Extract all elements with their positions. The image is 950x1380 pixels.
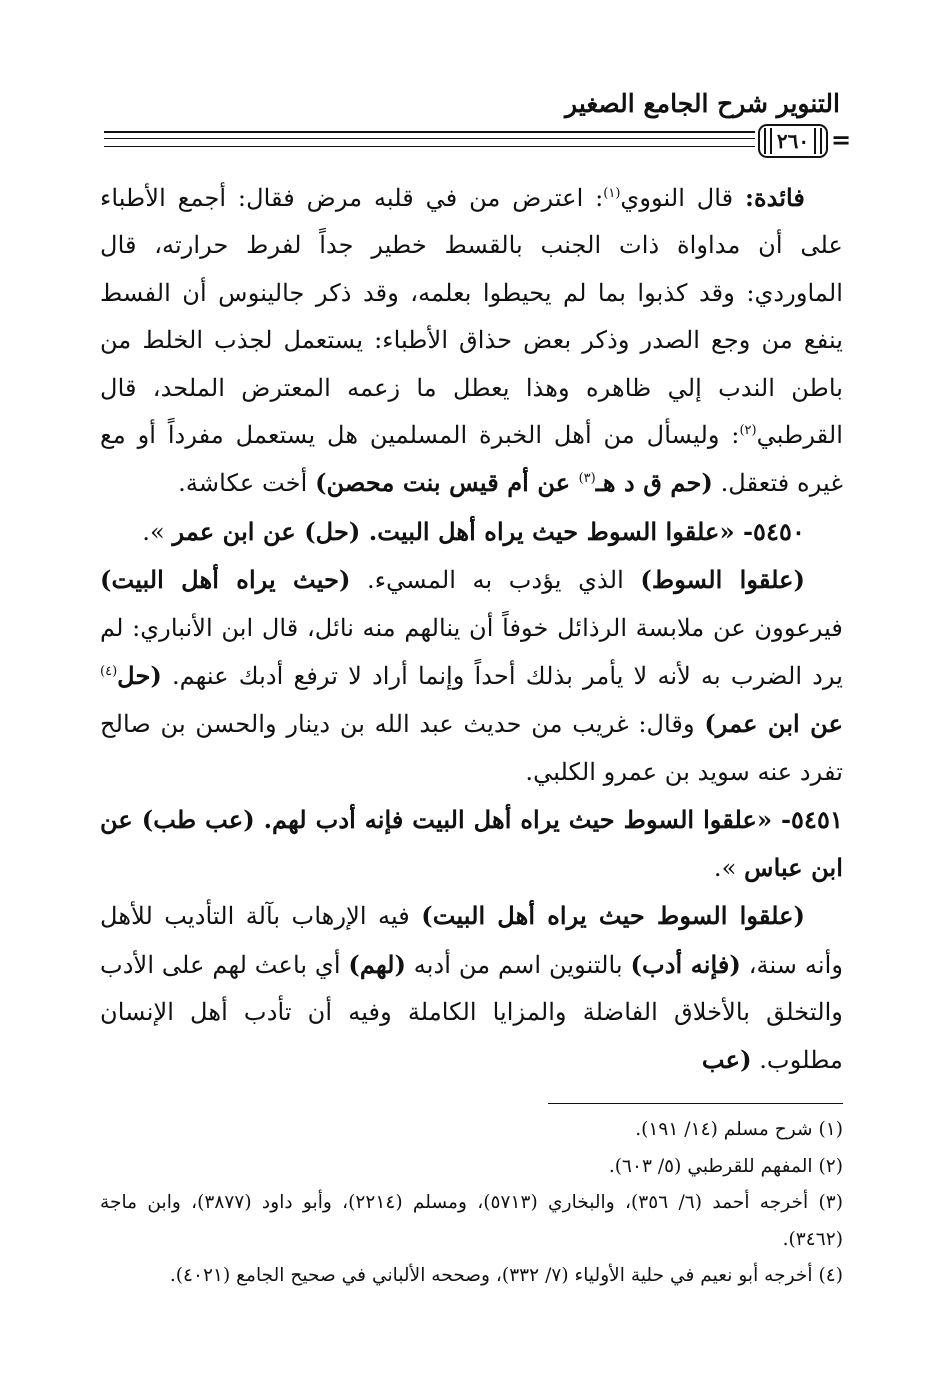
quote-close: ». bbox=[713, 853, 745, 882]
hadith-text: ٥٤٥١- «علقوا السوط حيث يراه أهل البيت فإنه أدب لهم. (عب طب) عن ابن عباس bbox=[100, 805, 843, 882]
source-citation: (حل bbox=[117, 661, 162, 691]
text-segment: بالتنوين اسم من أدبه bbox=[405, 950, 631, 979]
footnote-ref-4[interactable]: (٤) bbox=[100, 664, 118, 680]
footnote-3: (٣) أخرجه أحمد (٦/ ٣٥٦)، والبخاري (٥٧١٣)، ومسلم (٢٢١٤)، وأبو داود (٣٨٧٧)، وابن ماجة (٣٤٦٢). bbox=[100, 1192, 844, 1250]
page-number: ٢٦٠ bbox=[758, 124, 828, 158]
lemma: (لهم) bbox=[348, 949, 406, 979]
text-segment: : اعترض من في قلبه مرض فقال: أجمع الأطباء على أن مداواة ذات الجنب بالقسط خطير جداً لفرط حرارته، قال الماوردي: وقد كذبوا بما لم يحيطوا بعلمه، وقد ذكر جالينوس أن الفسط ينفع من وجع الصدر وذكر بعض حذاق الأطباء: يستعمل لجذب الخلط من باطن الندب إلي ظاهره وهذا يعطل ما زعمه المعترض الملحد، قال القرطبي bbox=[100, 184, 843, 450]
main-text bbox=[100, 174, 843, 1085]
footnote-ref-3[interactable]: (٣) bbox=[578, 471, 596, 487]
lemma: (حيث يراه أهل البيت) bbox=[100, 565, 351, 595]
paragraph-commentary-5450 bbox=[100, 556, 843, 796]
hadith-5450 bbox=[100, 508, 843, 556]
lemma: (فإنه أدب) bbox=[630, 949, 741, 979]
text-segment: فيرعوون عن ملابسة الرذائل خوفاً أن ينالهم منه نائل، قال ابن الأنباري: لم يرد الضرب به لأنه لا يأمر بذلك أحداً وإنما أراد لا ترفع أدبك عنهم. bbox=[100, 613, 843, 691]
running-title: التنوير شرح الجامع الصغير bbox=[565, 89, 840, 118]
lemma: (علقوا السوط) bbox=[640, 565, 805, 595]
lemma: (علقوا السوط حيث يراه أهل البيت) bbox=[421, 901, 805, 931]
text-segment: أي باعث لهم على الأدب والتخلق بالأخلاق الفاضلة والمزايا الكاملة وفيه أن تأدب أهل الإنسان مطلوب. bbox=[100, 950, 843, 1075]
text-segment: : وليسأل من أهل الخبرة المسلمين هل يستعمل مفرداً أو مع غيره فتعقل. bbox=[100, 421, 843, 498]
footnote-1: (١) شرح مسلم (١٤/ ١٩١). bbox=[635, 1119, 843, 1140]
benefit-label: فائدة: bbox=[745, 183, 805, 212]
source-citation: عن أم قيس بنت محصن) bbox=[315, 468, 579, 498]
hadith-text: ٥٤٥٠- «علقوا السوط حيث يراه أهل البيت. (حل) عن ابن عمر bbox=[172, 516, 805, 546]
header-equals-mark: = bbox=[831, 125, 852, 154]
hadith-5451 bbox=[100, 796, 843, 892]
footnote-2: (٢) المفهم للقرطبي (٥/ ٦٠٣). bbox=[608, 1155, 843, 1177]
footnote-separator bbox=[548, 1103, 843, 1104]
footnotes bbox=[100, 1112, 843, 1295]
paragraph-benefit bbox=[100, 174, 843, 508]
header-rule bbox=[104, 131, 755, 147]
source-citation: (حم ق د هـ bbox=[595, 468, 713, 498]
source-citation: (عب bbox=[701, 1045, 752, 1075]
paragraph-commentary-5451 bbox=[100, 892, 843, 1085]
quote-close: ». bbox=[142, 517, 173, 546]
footnote-4: (٤) أخرجه أبو نعيم في حلية الأولياء (٧/ ٣٣٢)، وصححه الألباني في صحيح الجامع (٤٠٢١). bbox=[169, 1265, 843, 1286]
source-citation: عن ابن عمر) bbox=[704, 709, 843, 739]
text-segment: أخت عكاشة. bbox=[178, 469, 316, 498]
text-segment: وقال: غريب من حديث عبد الله بن دينار والحسن بن صالح تفرد عنه سويد بن عمرو الكلبي. bbox=[100, 710, 843, 786]
text-segment: قال النووي bbox=[620, 184, 746, 212]
text-segment: الذي يؤدب به المسيء. bbox=[350, 566, 641, 595]
text-segment: فيه الإرهاب بآلة التأديب للأهل وأنه سنة، bbox=[100, 902, 843, 979]
footnote-ref-1[interactable]: (١) bbox=[603, 186, 621, 201]
footnote-ref-2[interactable]: (٢) bbox=[739, 423, 757, 439]
